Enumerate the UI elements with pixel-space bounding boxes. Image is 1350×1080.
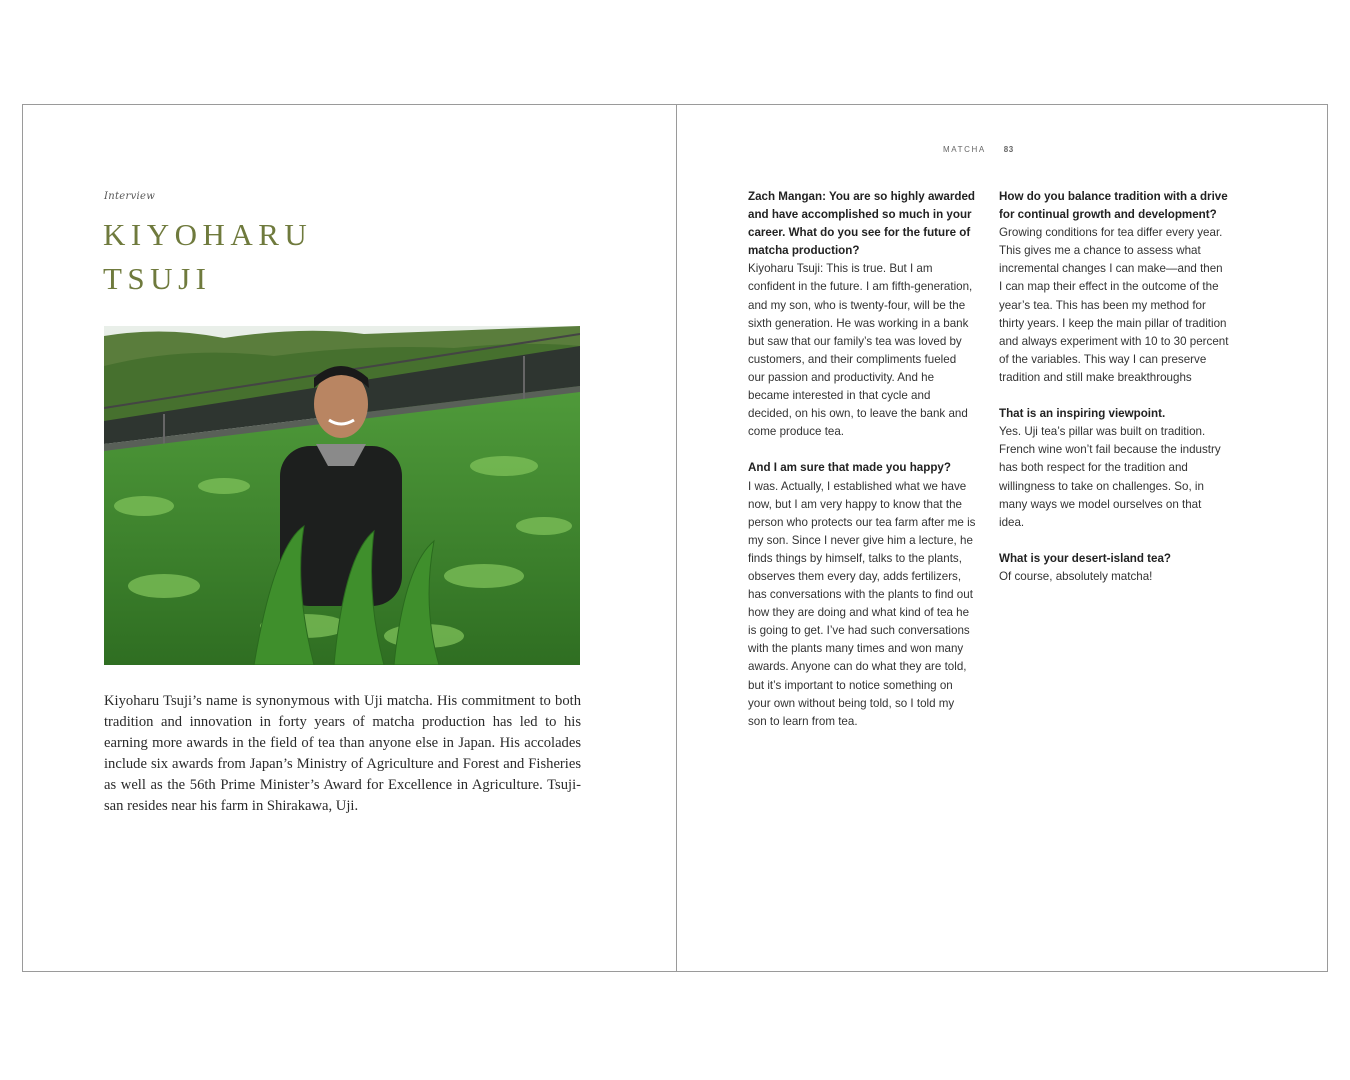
section-kicker: Interview [104, 191, 156, 202]
running-head-title: MATCHA [943, 145, 986, 154]
right-page [0, 104, 1350, 972]
title-line-2: TSUJI [103, 261, 212, 296]
question: And I am sure that made you happy? [748, 461, 951, 475]
bio-paragraph: Kiyoharu Tsuji’s name is synonymous with Uji matcha. His commitment to both tradition and innovation in forty years of matcha production has led to his earning more awards in the field of tea than anyone else in Japan. His accolades include six awards from Japan’s Ministry of Agriculture and Forest and Fisheries as well as the 56th Prime Minister’s Award for Excellence in Agriculture. Tsuji-san resides near his farm in Shirakawa, Uji. [104, 693, 581, 814]
qa-block [999, 405, 1229, 532]
answer: Growing conditions for tea differ every year. This gives me a chance to assess what incremental changes I can make—and then I can map their effect in the outcome of the year’s tea. This has been my method for thirty years. I keep the main pillar of tradition and always experiment with 10 to 30 percent of the variables. This way I can preserve tradition and still make breakthroughs [999, 226, 1229, 384]
qa-block [999, 550, 1229, 586]
question: Zach Mangan: You are so highly awarded and have accomplished so much in your career. What do you see for the future of matcha production? [748, 190, 975, 258]
answer: Of course, absolutely matcha! [999, 569, 1153, 583]
title-line-1: KIYOHARU [103, 217, 313, 252]
answer: Yes. Uji tea’s pillar was built on tradition. French wine won’t fail because the industry has both respect for the tradition and willingness to take on challenges. So, in many ways we model ourselves on that idea. [999, 425, 1221, 529]
question: How do you balance tradition with a drive for continual growth and development? [999, 190, 1228, 222]
page-number: 83 [1003, 145, 1014, 154]
qa-block [748, 188, 976, 441]
running-head [943, 145, 1014, 154]
answer: I was. Actually, I established what we have now, but I am very happy to know that the person who protects our tea farm after me is my son. Since I never give him a lecture, he finds things by himself, talks to the plants, observes them every day, adds fertilizers, has conversations with the plants to find out how they are doing and what kind of tea he is going to get. I’ve had such conversations with the plants many times and won many awards. Anyone can do what they are told, but it’s important to notice something on your own without being told, so I told my son to learn from tea. [748, 479, 976, 728]
qa-block [748, 459, 976, 730]
interview-column-1 [748, 188, 976, 749]
answer: Kiyoharu Tsuji: This is true. But I am confident in the future. I am fifth-generation, and my son, who is twenty-four, will be the sixth generation. He was working in a bank but saw that our family’s tea was loved by customers, and their compliments fueled our passion and productivity. And he became interested in that cycle and decided, on his own, to leave the bank and come produce tea. [748, 262, 973, 439]
question: That is an inspiring viewpoint. [999, 407, 1166, 421]
question: What is your desert-island tea? [999, 551, 1172, 565]
interview-column-2 [999, 188, 1229, 604]
qa-block [999, 188, 1229, 387]
